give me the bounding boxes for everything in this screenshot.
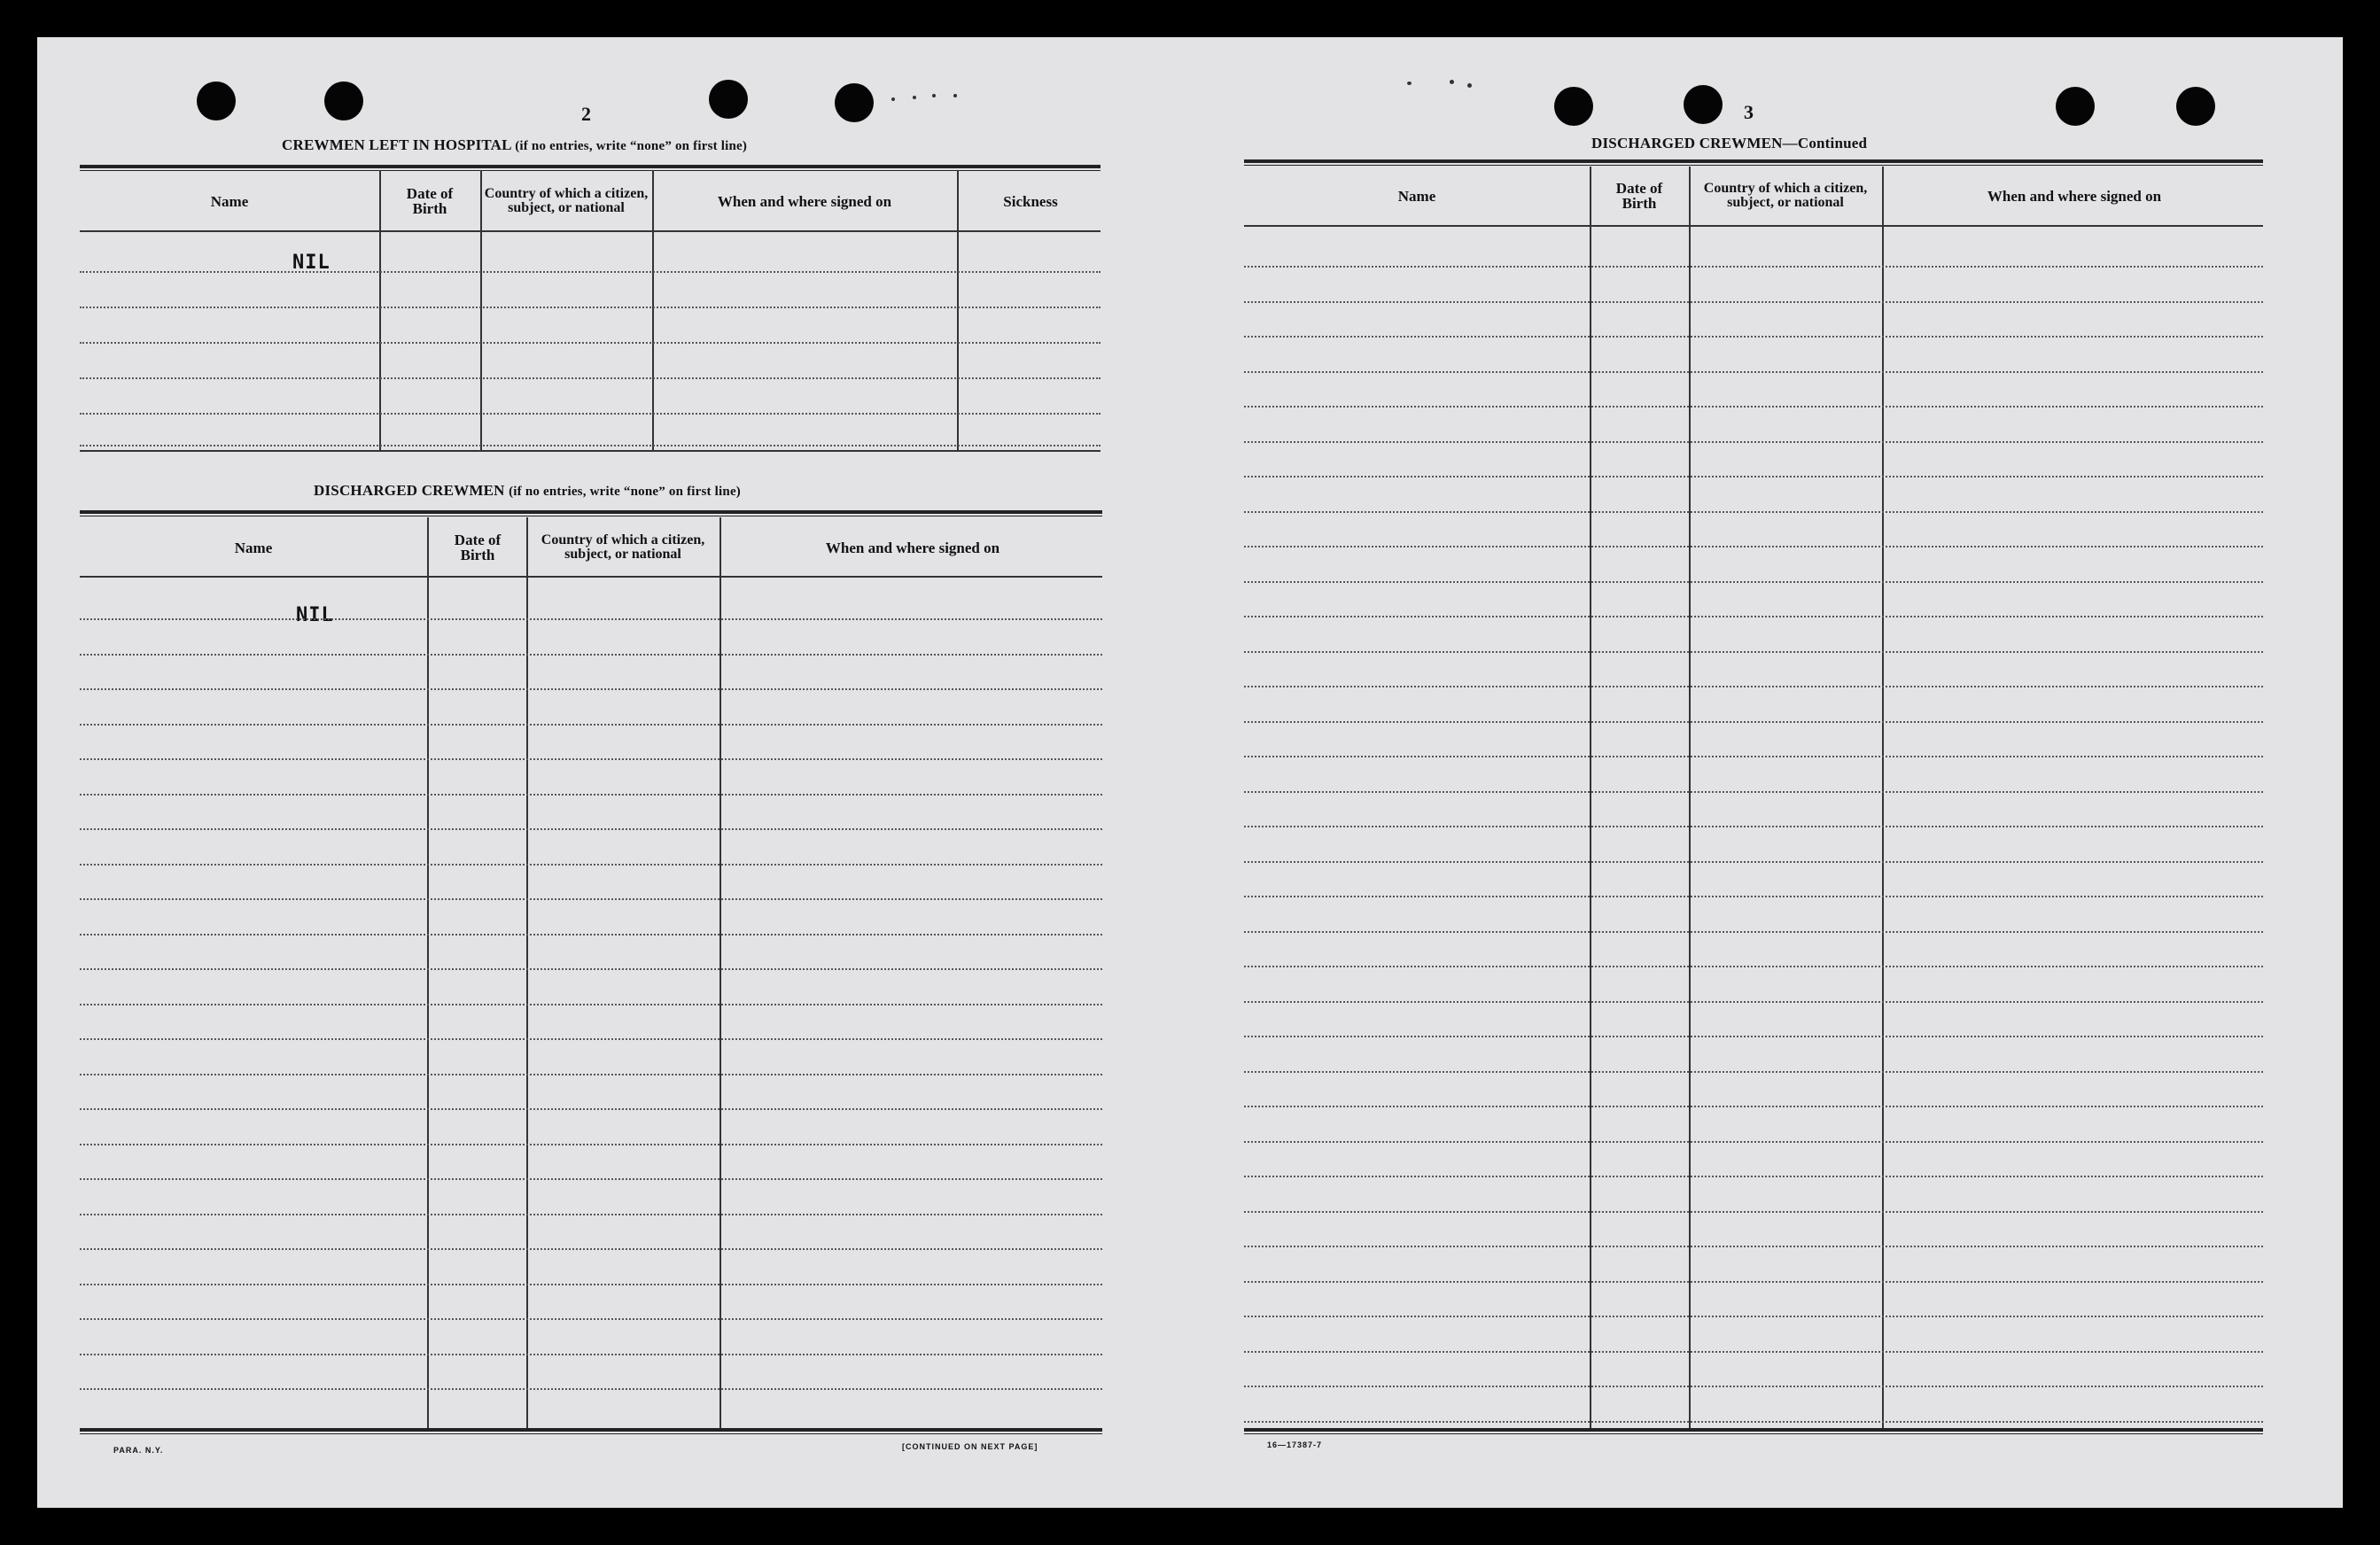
right-row-line: [1244, 651, 2263, 653]
ink-speck: [953, 94, 957, 97]
right-header-country: Country of which a citizen, subject, or national: [1703, 181, 1868, 210]
discharged-title-text: DISCHARGED CREWMEN: [314, 482, 505, 499]
right-row-line: [1244, 966, 2263, 967]
ink-speck: [932, 94, 936, 97]
discharged-row-line: [80, 688, 1102, 690]
right-section-title: DISCHARGED CREWMEN—Continued: [1591, 135, 1868, 151]
left-page-bottom-rule: [80, 1428, 1102, 1434]
hospital-row-line: [80, 271, 1101, 273]
hospital-col-divider: [480, 170, 482, 450]
right-row-line: [1244, 861, 2263, 863]
right-col-divider: [1590, 167, 1591, 1430]
punch-hole: [2176, 87, 2215, 126]
right-row-line: [1244, 1001, 2263, 1003]
discharged-table-top-rule: [80, 510, 1102, 516]
hospital-header-country: Country of which a citizen, subject, or national: [484, 186, 649, 215]
hospital-row-line: [80, 413, 1101, 415]
right-header-dob: Date of Birth: [1615, 180, 1663, 212]
right-row-line: [1244, 1246, 2263, 1247]
discharged-row-line: [80, 1284, 1102, 1285]
right-row-line: [1244, 476, 2263, 477]
discharged-row-line: [80, 1004, 1102, 1005]
right-header-name: Name: [1397, 187, 1436, 205]
discharged-row-line: [80, 1178, 1102, 1180]
hospital-header-signed-on: When and where signed on: [717, 192, 892, 210]
discharged-row-line: [80, 898, 1102, 900]
hospital-title-text: CREWMEN LEFT IN HOSPITAL: [282, 136, 511, 153]
right-row-line: [1244, 791, 2263, 793]
right-row-line: [1244, 1141, 2263, 1143]
discharged-row-line: [80, 968, 1102, 970]
right-row-line: [1244, 1176, 2263, 1177]
discharged-row-line: [80, 828, 1102, 830]
right-row-line: [1244, 931, 2263, 933]
punch-hole: [835, 83, 874, 122]
hospital-entry-nil: NIL: [292, 252, 331, 274]
punch-hole: [2056, 87, 2095, 126]
hospital-header-sickness: Sickness: [1003, 192, 1058, 210]
discharged-row-line: [80, 1108, 1102, 1110]
punch-hole: [709, 80, 748, 119]
punch-hole: [1684, 85, 1723, 124]
discharged-header-rule: [80, 576, 1102, 578]
hospital-row-line: [80, 342, 1101, 344]
hospital-row-line: [80, 377, 1101, 379]
discharged-row-line: [80, 724, 1102, 726]
hospital-col-divider: [957, 170, 959, 450]
discharged-row-line: [80, 1388, 1102, 1390]
discharged-header-name: Name: [234, 539, 273, 556]
right-row-line: [1244, 1106, 2263, 1107]
footer-continued: [CONTINUED ON NEXT PAGE]: [902, 1442, 1038, 1451]
discharged-row-line: [80, 1318, 1102, 1320]
hospital-col-divider: [652, 170, 654, 450]
right-row-line: [1244, 1386, 2263, 1387]
footer-form-number: 16—17387-7: [1267, 1440, 1323, 1449]
right-col-divider: [1882, 167, 1884, 1430]
footer-printer: PARA. N.Y.: [113, 1446, 164, 1455]
right-row-line: [1244, 266, 2263, 268]
discharged-row-line: [80, 1248, 1102, 1250]
right-row-line: [1244, 826, 2263, 827]
discharged-header-country: Country of which a citizen, subject, or national: [541, 532, 705, 562]
ink-speck: [1407, 82, 1412, 85]
right-row-line: [1244, 1316, 2263, 1317]
punch-hole: [324, 82, 363, 120]
discharged-row-line: [80, 1038, 1102, 1040]
discharged-row-line: [80, 1144, 1102, 1145]
right-row-line: [1244, 1281, 2263, 1283]
hospital-section-title: [282, 136, 747, 154]
right-page-bottom-rule: [1244, 1428, 2263, 1434]
ink-speck: [1467, 83, 1472, 88]
right-row-line: [1244, 1036, 2263, 1037]
ink-speck: [891, 97, 895, 101]
right-row-line: [1244, 301, 2263, 303]
hospital-col-divider: [379, 170, 381, 450]
right-row-line: [1244, 1211, 2263, 1213]
right-col-divider: [1689, 167, 1691, 1430]
right-row-line: [1244, 581, 2263, 583]
right-row-line: [1244, 896, 2263, 897]
hospital-header-rule: [80, 230, 1101, 232]
right-row-line: [1244, 721, 2263, 723]
right-row-line: [1244, 406, 2263, 408]
right-row-line: [1244, 511, 2263, 513]
hospital-row-line: [80, 307, 1101, 308]
discharged-row-line: [80, 1074, 1102, 1075]
right-row-line: [1244, 1071, 2263, 1073]
discharged-title-note: (if no entries, write “none” on first line): [509, 485, 742, 499]
hospital-table-bottom-rule: [80, 450, 1101, 452]
right-row-line: [1244, 371, 2263, 373]
discharged-row-line: [80, 618, 1102, 620]
discharged-row-line: [80, 654, 1102, 656]
discharged-row-line: [80, 1214, 1102, 1215]
discharged-row-line: [80, 864, 1102, 866]
right-row-line: [1244, 756, 2263, 757]
right-header-rule: [1244, 225, 2263, 227]
discharged-row-line: [80, 934, 1102, 936]
document-sheet: [37, 37, 2343, 1508]
hospital-table-top-rule: [80, 165, 1101, 171]
page-number-left: 2: [581, 103, 591, 125]
punch-hole: [197, 82, 236, 120]
discharged-section-title: [314, 482, 741, 500]
right-row-line: [1244, 546, 2263, 547]
page-number-right: 3: [1744, 101, 1754, 123]
right-row-line: [1244, 1421, 2263, 1423]
discharged-header-signed-on: When and where signed on: [825, 539, 1000, 556]
right-row-line: [1244, 1351, 2263, 1353]
right-row-line: [1244, 686, 2263, 687]
ink-speck: [1450, 80, 1454, 84]
discharged-row-line: [80, 1354, 1102, 1355]
hospital-row-line: [80, 445, 1101, 446]
hospital-header-dob: Date of Birth: [406, 185, 454, 217]
discharged-header-dob: Date of Birth: [454, 532, 502, 563]
right-table-top-rule: [1244, 159, 2263, 166]
right-row-line: [1244, 441, 2263, 443]
discharged-row-line: [80, 758, 1102, 760]
hospital-header-name: Name: [210, 192, 249, 210]
hospital-title-note: (if no entries, write “none” on first line): [515, 139, 748, 153]
punch-hole: [1554, 87, 1593, 126]
discharged-entry-nil: NIL: [296, 604, 334, 626]
right-row-line: [1244, 616, 2263, 617]
discharged-row-line: [80, 794, 1102, 796]
ink-speck: [913, 96, 916, 99]
right-row-line: [1244, 336, 2263, 338]
right-header-signed-on: When and where signed on: [1987, 187, 2162, 205]
